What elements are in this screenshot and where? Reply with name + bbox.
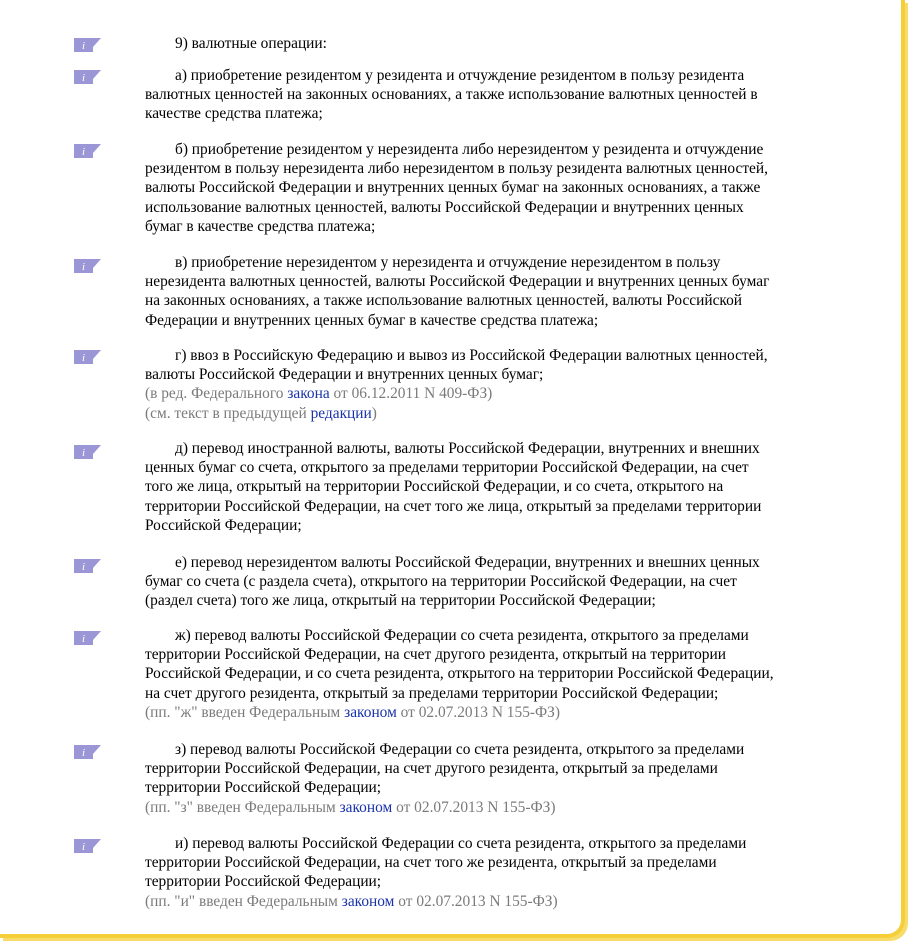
info-marker-icon[interactable] (74, 631, 101, 645)
svg-text:i: i (81, 561, 86, 573)
paragraph-line: территории Российской Федерации, на счет того же резидента, открытый за пределами (145, 854, 717, 872)
paragraph-line: бумаг в качестве средства платежа; (145, 217, 376, 235)
paragraph-line: резидентом в пользу нерезидента либо нерезидентом в пользу резидента валютных ценностей, (145, 160, 768, 178)
paragraph-line: бумаг со счета (с раздела счета), открытого на территории Российской Федерации, на счет (145, 573, 737, 591)
paragraph (145, 740, 845, 817)
amendment-note (145, 798, 845, 817)
amendment-note (145, 404, 845, 423)
paragraph (145, 439, 845, 535)
paragraph-line: валютных ценностей на законных основаниях, а также использование валютных ценностей в (145, 86, 758, 104)
paragraph (145, 553, 845, 611)
paragraph-line: б) приобретение резидентом у нерезидента либо нерезидентом у резидента и отчуждение (175, 141, 764, 158)
paragraph-line: (раздел счета) того же лица, открытый на территории Российской Федерации; (145, 592, 656, 610)
law-reference-link[interactable]: закона (287, 385, 330, 403)
paragraph (145, 34, 845, 53)
paragraph (145, 346, 845, 423)
svg-text:i: i (81, 747, 86, 759)
note-text: (пп. "з" введен Федеральным (145, 798, 340, 816)
note-text: (пп. "и" введен Федеральным (145, 892, 342, 910)
paragraph-line: з) перевод валюты Российской Федерации со счета резидента, открытого за пределами (175, 741, 745, 758)
paragraph-line: е) перевод нерезидентом валюты Российской Федерации, внутренних и внешних ценных (175, 554, 760, 571)
info-marker-icon[interactable] (74, 839, 101, 853)
info-marker-icon[interactable] (74, 70, 101, 84)
paragraph-line: валюты Российской Федерации и внутренних ценных бумаг; (145, 366, 544, 384)
paragraph (145, 140, 845, 236)
note-text: от 02.07.2013 N 155-ФЗ) (396, 703, 561, 721)
svg-text:i: i (81, 261, 86, 273)
note-text: (пп. "ж" введен Федеральным (145, 703, 345, 721)
law-reference-link[interactable]: законом (344, 703, 397, 721)
paragraph-line: а) приобретение резидентом у резидента и отчуждение резидентом в пользу резидента (175, 67, 745, 84)
paragraph-line: ценных бумаг со счета, открытого за пределами территории Российской Федерации, на счет (145, 459, 749, 477)
amendment-note (145, 384, 845, 403)
paragraph-line: Российской Федерации, и со счета резидента, открытого на территории Российской Федерации, (145, 665, 774, 683)
note-text: ) (371, 404, 377, 422)
law-reference-link[interactable]: законом (341, 892, 395, 910)
paragraph-line: территории Российской Федерации; (145, 873, 382, 891)
paragraph-line: на счет другого резидента, открытый за пределами территории Российской Федерации; (145, 684, 719, 702)
paragraph (145, 253, 845, 330)
svg-text:i: i (81, 352, 86, 364)
paragraph-line: качестве средства платежа; (145, 105, 323, 123)
svg-text:i: i (81, 146, 86, 158)
paragraph-line: валюты Российской Федерации и внутренних ценных бумаг на законных основаниях, а также (145, 179, 761, 197)
paragraph-line: нерезидента валютных ценностей, валюты Российской Федерации и внутренних ценных бумаг (145, 273, 770, 291)
amendment-note (145, 703, 845, 722)
paragraph-line: территории Российской Федерации, на счет другого резидента, открытый на территории (145, 646, 726, 664)
paragraph-line: и) перевод валюты Российской Федерации со счета резидента, открытого за пределами (175, 835, 747, 852)
paragraph (145, 834, 845, 911)
paragraph-line: в) приобретение нерезидентом у нерезидента и отчуждение нерезидентом в пользу (175, 254, 721, 271)
note-text: от 06.12.2011 N 409-ФЗ) (329, 385, 493, 403)
paragraph (145, 626, 845, 722)
info-marker-icon[interactable] (74, 144, 101, 158)
svg-text:i: i (81, 72, 86, 84)
paragraph-line: д) перевод иностранной валюты, валюты Российской Федерации, внутренних и внешних (175, 440, 760, 457)
note-text: от 02.07.2013 N 155-ФЗ) (392, 798, 556, 816)
amendment-note (145, 892, 845, 911)
paragraph (145, 66, 845, 124)
paragraph-line: г) ввоз в Российскую Федерацию и вывоз из Российской Федерации валютных ценностей, (175, 347, 768, 364)
svg-text:i: i (81, 841, 86, 853)
info-marker-icon[interactable] (74, 38, 101, 52)
note-text: (см. текст в предыдущей (145, 404, 311, 422)
info-marker-icon[interactable] (74, 559, 101, 573)
paragraph-line: ж) перевод валюты Российской Федерации со счета резидента, открытого за пределами (175, 627, 749, 644)
paragraph-line: Федерации и внутренних ценных бумаг в качестве средства платежа; (145, 311, 599, 329)
note-text: от 02.07.2013 N 155-ФЗ) (394, 892, 558, 910)
law-reference-link[interactable]: редакции (310, 404, 372, 422)
paragraph-line: того же лица, открытый на территории Российской Федерации, и со счета, открытого на (145, 478, 724, 496)
paragraph-line: территории Российской Федерации, на счет того же лица, открытый за пределами территории (145, 497, 762, 515)
info-marker-icon[interactable] (74, 445, 101, 459)
note-text: (в ред. Федерального (145, 385, 288, 403)
svg-text:i: i (81, 40, 86, 52)
info-marker-icon[interactable] (74, 745, 101, 759)
info-marker-icon[interactable] (74, 350, 101, 364)
paragraph-line: Российской Федерации; (145, 516, 302, 534)
paragraph-line: территории Российской Федерации; (145, 779, 382, 797)
paragraph-line: использование валютных ценностей, валюты Российской Федерации и внутренних ценных (145, 198, 744, 216)
svg-text:i: i (81, 447, 86, 459)
paragraph-line: территории Российской Федерации, на счет другого резидента, открытый за пределами (145, 760, 718, 778)
paragraph-line: 9) валютные операции: (175, 35, 327, 52)
law-reference-link[interactable]: законом (339, 798, 393, 816)
paragraph-line: на законных основаниях, а также использование валютных ценностей, валюты Российской (145, 292, 743, 310)
info-marker-icon[interactable] (74, 259, 101, 273)
svg-text:i: i (81, 633, 86, 645)
